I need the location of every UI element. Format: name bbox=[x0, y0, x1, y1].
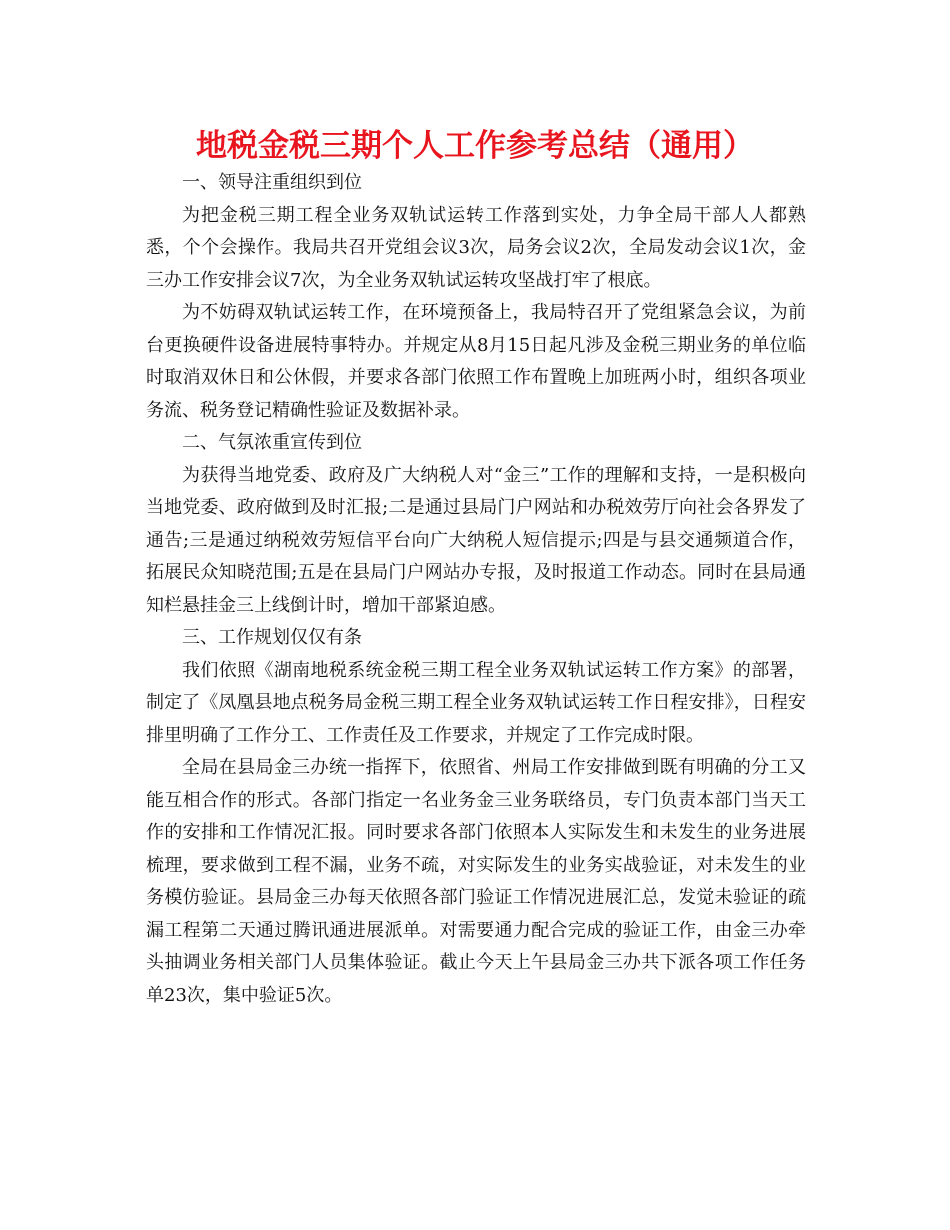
document-title: 地税金税三期个人工作参考总结（通用） bbox=[196, 128, 754, 164]
section-1-paragraph-1: 为把金税三期工程全业务双轨试运转工作落到实处，力争全局干部人人都熟悉，个个会操作。我局共召开党组会议3次，局务会议2次，全局发动会议1次，金三办工作安排会议7次，为全业务双轨试运转攻坚战打牢了根底。 bbox=[146, 204, 806, 291]
section-1-paragraph-2: 为不妨碍双轨试运转工作，在环境预备上，我局特召开了党组紧急会议，为前台更换硬件设备进展特事特办。并规定从8月15日起凡涉及金税三期业务的单位临时取消双休日和公休假，并要求各部门依照工作布置晚上加班两小时，组织各项业务流、税务登记精确性验证及数据补录。 bbox=[146, 302, 806, 421]
document-body bbox=[146, 167, 806, 1012]
section-heading-3: 三、工作规划仅仅有条 bbox=[182, 627, 362, 648]
section-3-paragraph-2: 全局在县局金三办统一指挥下，依照省、州局工作安排做到既有明确的分工又能互相合作的形式。各部门指定一名业务金三业务联络员，专门负责本部门当天工作的安排和工作情况汇报。同时要求各部门依照本人实际发生和未发生的业务进展梳理，要求做到工程不漏，业务不疏，对实际发生的业务实战验证，对未发生的业务模仿验证。县局金三办每天依照各部门验证工作情况进展汇总，发觉未验证的疏漏工程第二天通过腾讯通进展派单。对需要通力配合完成的验证工作，由金三办牵头抽调业务相关部门人员集体验证。截止今天上午县局金三办共下派各项工作任务单23次，集中验证5次。 bbox=[146, 757, 806, 1006]
section-3-paragraph-1: 我们依照《湖南地税系统金税三期工程全业务双轨试运转工作方案》的部署，制定了《凤凰县地点税务局金税三期工程全业务双轨试运转工作日程安排》，日程安排里明确了工作分工、工作责任及工作要求，并规定了工作完成时限。 bbox=[146, 659, 806, 746]
section-heading-1: 一、领导注重组织到位 bbox=[182, 172, 362, 193]
section-2-paragraph-1: 为获得当地党委、政府及广大纳税人对“金三”工作的理解和支持，一是积极向当地党委、政府做到及时汇报;二是通过县局门户网站和办税效劳厅向社会各界发了通告;三是通过纳税效劳短信平台向广大纳税人短信提示;四是与县交通频道合作，拓展民众知晓范围;五是在县局门户网站办专报，及时报道工作动态。同时在县局通知栏悬挂金三上线倒计时，增加干部紧迫感。 bbox=[146, 464, 806, 616]
section-heading-2: 二、气氛浓重宣传到位 bbox=[182, 432, 362, 453]
